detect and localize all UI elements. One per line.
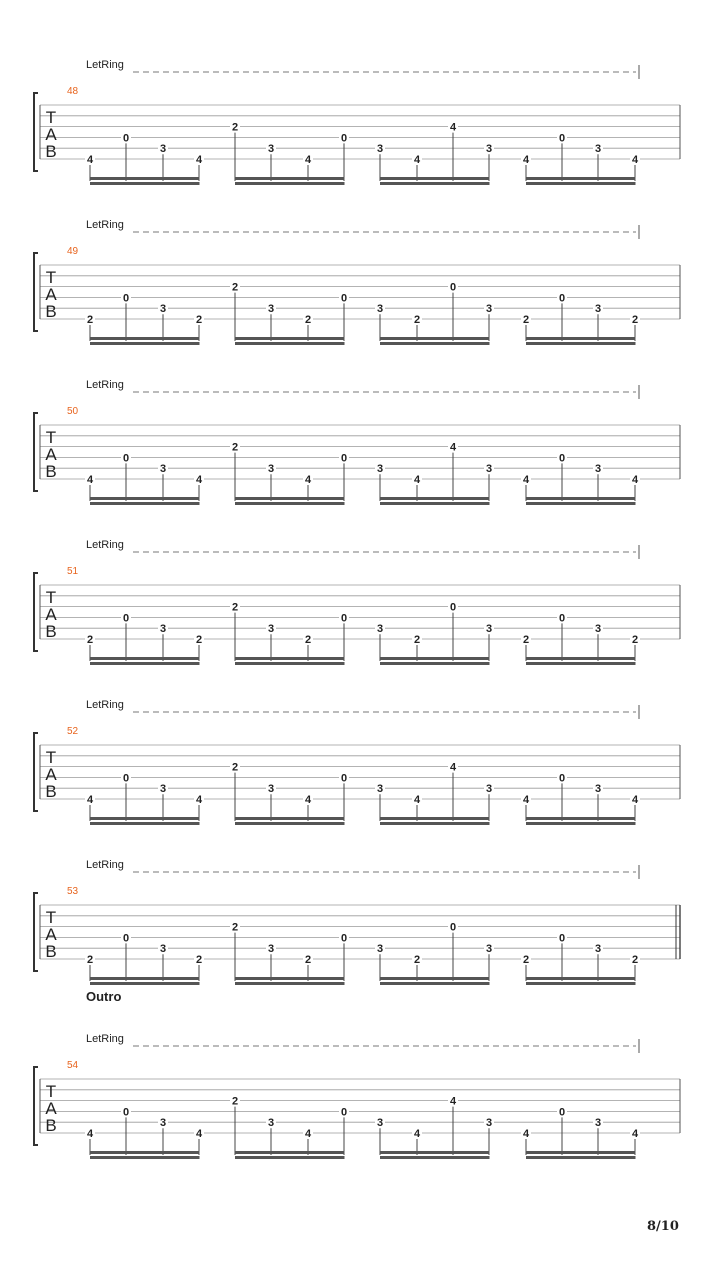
fret-number: 4 <box>86 794 94 806</box>
fret-number: 0 <box>122 932 130 945</box>
beam <box>380 177 490 180</box>
fret-number: 2 <box>413 314 421 326</box>
beam <box>90 502 200 505</box>
fret-number: 3 <box>267 783 275 796</box>
beam <box>526 662 636 665</box>
beam <box>526 977 636 980</box>
measure-number: 51 <box>67 566 79 577</box>
tab-clef-letter: T <box>45 428 57 447</box>
beam <box>90 342 200 345</box>
beam <box>90 822 200 825</box>
tab-system <box>34 539 680 665</box>
fret-number: 2 <box>86 314 94 326</box>
fret-number: 2 <box>231 761 239 774</box>
let-ring-label: LetRing <box>86 219 124 231</box>
fret-number: 4 <box>449 441 457 454</box>
measure-number: 53 <box>67 886 79 897</box>
measure-number: 54 <box>67 1060 79 1071</box>
section-label: Outro <box>86 989 122 1004</box>
fret-number: 3 <box>159 303 167 316</box>
fret-number: 3 <box>594 783 602 796</box>
beam <box>526 182 636 185</box>
beam <box>526 1156 636 1159</box>
let-ring-label: LetRing <box>86 859 124 871</box>
beam <box>235 502 345 505</box>
fret-number: 4 <box>631 474 639 486</box>
fret-number: 3 <box>594 1117 602 1130</box>
fret-number: 3 <box>485 463 493 476</box>
fret-number: 2 <box>522 314 530 326</box>
fret-number: 4 <box>304 154 312 166</box>
fret-number: 3 <box>159 943 167 956</box>
let-ring-label: LetRing <box>86 59 124 71</box>
fret-number: 0 <box>122 452 130 465</box>
beam <box>380 822 490 825</box>
fret-number: 2 <box>522 954 530 966</box>
fret-number: 2 <box>86 634 94 646</box>
beam <box>526 497 636 500</box>
let-ring-label: LetRing <box>86 539 124 551</box>
fret-number: 4 <box>304 474 312 486</box>
measure-number: 52 <box>67 726 79 737</box>
fret-number: 0 <box>340 292 348 305</box>
tab-clef-letter: B <box>45 1116 57 1135</box>
fret-number: 3 <box>485 1117 493 1130</box>
beam <box>380 502 490 505</box>
tab-system <box>34 59 680 185</box>
fret-number: 3 <box>376 1117 384 1130</box>
system-bracket <box>34 893 38 971</box>
beam <box>90 337 200 340</box>
beam <box>235 657 345 660</box>
tab-clef-letter: A <box>45 285 57 304</box>
beam <box>90 177 200 180</box>
measure-number: 50 <box>67 406 79 417</box>
beam <box>235 1151 345 1154</box>
fret-number: 2 <box>195 314 203 326</box>
fret-number: 4 <box>413 154 421 166</box>
beam <box>235 342 345 345</box>
fret-number: 2 <box>231 1095 239 1108</box>
tab-clef-letter: A <box>45 925 57 944</box>
tab-clef-letter: A <box>45 445 57 464</box>
fret-number: 3 <box>594 143 602 156</box>
fret-number: 4 <box>195 1128 203 1140</box>
beam <box>235 1156 345 1159</box>
fret-number: 2 <box>86 954 94 966</box>
beam <box>380 1151 490 1154</box>
fret-number: 3 <box>485 303 493 316</box>
tab-clef-letter: B <box>45 622 57 641</box>
fret-number: 4 <box>522 1128 530 1140</box>
beam <box>526 342 636 345</box>
fret-number: 4 <box>522 154 530 166</box>
fret-number: 0 <box>558 772 566 785</box>
fret-number: 3 <box>376 303 384 316</box>
fret-number: 4 <box>522 474 530 486</box>
fret-number: 0 <box>340 612 348 625</box>
fret-number: 0 <box>558 932 566 945</box>
fret-number: 0 <box>122 612 130 625</box>
beam <box>380 182 490 185</box>
fret-number: 2 <box>631 634 639 646</box>
page-number: 8/10 <box>647 1219 679 1234</box>
fret-number: 2 <box>195 954 203 966</box>
let-ring-label: LetRing <box>86 379 124 391</box>
fret-number: 4 <box>449 1095 457 1108</box>
tab-clef-letter: T <box>45 908 57 927</box>
fret-number: 4 <box>413 474 421 486</box>
fret-number: 3 <box>485 143 493 156</box>
fret-number: 3 <box>159 783 167 796</box>
beam <box>235 982 345 985</box>
fret-number: 0 <box>449 921 457 934</box>
beam <box>380 337 490 340</box>
beam <box>90 662 200 665</box>
fret-number: 4 <box>86 474 94 486</box>
beam <box>90 182 200 185</box>
beam <box>380 342 490 345</box>
tab-clef-letter: B <box>45 782 57 801</box>
tab-clef-letter: B <box>45 942 57 961</box>
fret-number: 2 <box>304 314 312 326</box>
fret-number: 3 <box>159 623 167 636</box>
fret-number: 4 <box>86 1128 94 1140</box>
tab-clef-letter: B <box>45 462 57 481</box>
fret-number: 3 <box>485 783 493 796</box>
fret-number: 0 <box>340 772 348 785</box>
fret-number: 2 <box>413 634 421 646</box>
fret-number: 3 <box>594 463 602 476</box>
fret-number: 3 <box>267 623 275 636</box>
fret-number: 0 <box>558 612 566 625</box>
system-bracket <box>34 1067 38 1145</box>
fret-number: 2 <box>231 921 239 934</box>
fret-number: 4 <box>631 154 639 166</box>
fret-number: 3 <box>376 463 384 476</box>
tab-clef-letter: A <box>45 1099 57 1118</box>
beam <box>235 177 345 180</box>
fret-number: 2 <box>231 441 239 454</box>
fret-number: 3 <box>594 623 602 636</box>
beam <box>380 982 490 985</box>
fret-number: 4 <box>449 121 457 134</box>
tab-clef-letter: T <box>45 588 57 607</box>
fret-number: 0 <box>122 772 130 785</box>
beam <box>526 822 636 825</box>
tab-clef-letter: B <box>45 302 57 321</box>
fret-number: 0 <box>340 1106 348 1119</box>
tab-clef-letter: T <box>45 1082 57 1101</box>
fret-number: 0 <box>449 281 457 294</box>
fret-number: 2 <box>631 954 639 966</box>
fret-number: 0 <box>558 1106 566 1119</box>
fret-number: 4 <box>195 474 203 486</box>
let-ring-label: LetRing <box>86 699 124 711</box>
tab-clef-letter: A <box>45 765 57 784</box>
beam <box>90 1156 200 1159</box>
beam <box>526 502 636 505</box>
fret-number: 4 <box>522 794 530 806</box>
beam <box>90 657 200 660</box>
measure-number: 49 <box>67 246 79 257</box>
fret-number: 2 <box>522 634 530 646</box>
fret-number: 3 <box>376 943 384 956</box>
beam <box>235 337 345 340</box>
fret-number: 4 <box>304 794 312 806</box>
tab-system <box>34 219 680 345</box>
fret-number: 2 <box>195 634 203 646</box>
fret-number: 2 <box>304 954 312 966</box>
fret-number: 3 <box>267 463 275 476</box>
system-bracket <box>34 413 38 491</box>
fret-number: 0 <box>558 132 566 145</box>
fret-number: 2 <box>413 954 421 966</box>
fret-number: 0 <box>558 292 566 305</box>
fret-number: 2 <box>304 634 312 646</box>
beam <box>380 497 490 500</box>
fret-number: 4 <box>449 761 457 774</box>
fret-number: 3 <box>594 943 602 956</box>
fret-number: 3 <box>485 623 493 636</box>
beam <box>90 982 200 985</box>
let-ring-label: LetRing <box>86 1033 124 1045</box>
fret-number: 3 <box>267 143 275 156</box>
fret-number: 0 <box>122 292 130 305</box>
fret-number: 3 <box>159 143 167 156</box>
tab-system <box>34 699 680 825</box>
beam <box>90 497 200 500</box>
beam <box>526 337 636 340</box>
fret-number: 3 <box>376 623 384 636</box>
beam <box>526 177 636 180</box>
beam <box>380 1156 490 1159</box>
fret-number: 3 <box>594 303 602 316</box>
fret-number: 3 <box>376 143 384 156</box>
beam <box>526 657 636 660</box>
fret-number: 0 <box>340 452 348 465</box>
beam <box>380 662 490 665</box>
tab-clef-letter: T <box>45 748 57 767</box>
tab-clef-letter: T <box>45 108 57 127</box>
fret-number: 4 <box>413 1128 421 1140</box>
fret-number: 3 <box>485 943 493 956</box>
fret-number: 4 <box>631 794 639 806</box>
beam <box>380 657 490 660</box>
beam <box>235 977 345 980</box>
beam <box>235 822 345 825</box>
fret-number: 3 <box>159 1117 167 1130</box>
beam <box>526 817 636 820</box>
system-bracket <box>34 573 38 651</box>
measure-number: 48 <box>67 86 79 97</box>
tab-clef-letter: T <box>45 268 57 287</box>
fret-number: 4 <box>195 154 203 166</box>
fret-number: 3 <box>267 943 275 956</box>
fret-number: 0 <box>558 452 566 465</box>
fret-number: 4 <box>413 794 421 806</box>
tab-system <box>34 379 680 505</box>
fret-number: 0 <box>122 1106 130 1119</box>
beam <box>526 1151 636 1154</box>
beam <box>90 977 200 980</box>
fret-number: 3 <box>267 303 275 316</box>
fret-number: 4 <box>86 154 94 166</box>
fret-number: 2 <box>231 281 239 294</box>
beam <box>380 817 490 820</box>
fret-number: 0 <box>449 601 457 614</box>
fret-number: 4 <box>195 794 203 806</box>
fret-number: 0 <box>340 932 348 945</box>
tab-clef-letter: B <box>45 142 57 161</box>
fret-number: 4 <box>304 1128 312 1140</box>
tab-clef-letter: A <box>45 605 57 624</box>
fret-number: 2 <box>231 121 239 134</box>
system-bracket <box>34 93 38 171</box>
beam <box>235 817 345 820</box>
tab-clef-letter: A <box>45 125 57 144</box>
fret-number: 0 <box>340 132 348 145</box>
system-bracket <box>34 733 38 811</box>
beam <box>380 977 490 980</box>
fret-number: 3 <box>159 463 167 476</box>
beam <box>90 817 200 820</box>
beam <box>235 497 345 500</box>
system-bracket <box>34 253 38 331</box>
beam <box>235 182 345 185</box>
fret-number: 3 <box>267 1117 275 1130</box>
fret-number: 4 <box>631 1128 639 1140</box>
fret-number: 2 <box>231 601 239 614</box>
tab-system <box>34 859 680 985</box>
beam <box>526 982 636 985</box>
fret-number: 2 <box>631 314 639 326</box>
beam <box>235 662 345 665</box>
fret-number: 3 <box>376 783 384 796</box>
beam <box>90 1151 200 1154</box>
fret-number: 0 <box>122 132 130 145</box>
tab-system <box>34 989 680 1159</box>
